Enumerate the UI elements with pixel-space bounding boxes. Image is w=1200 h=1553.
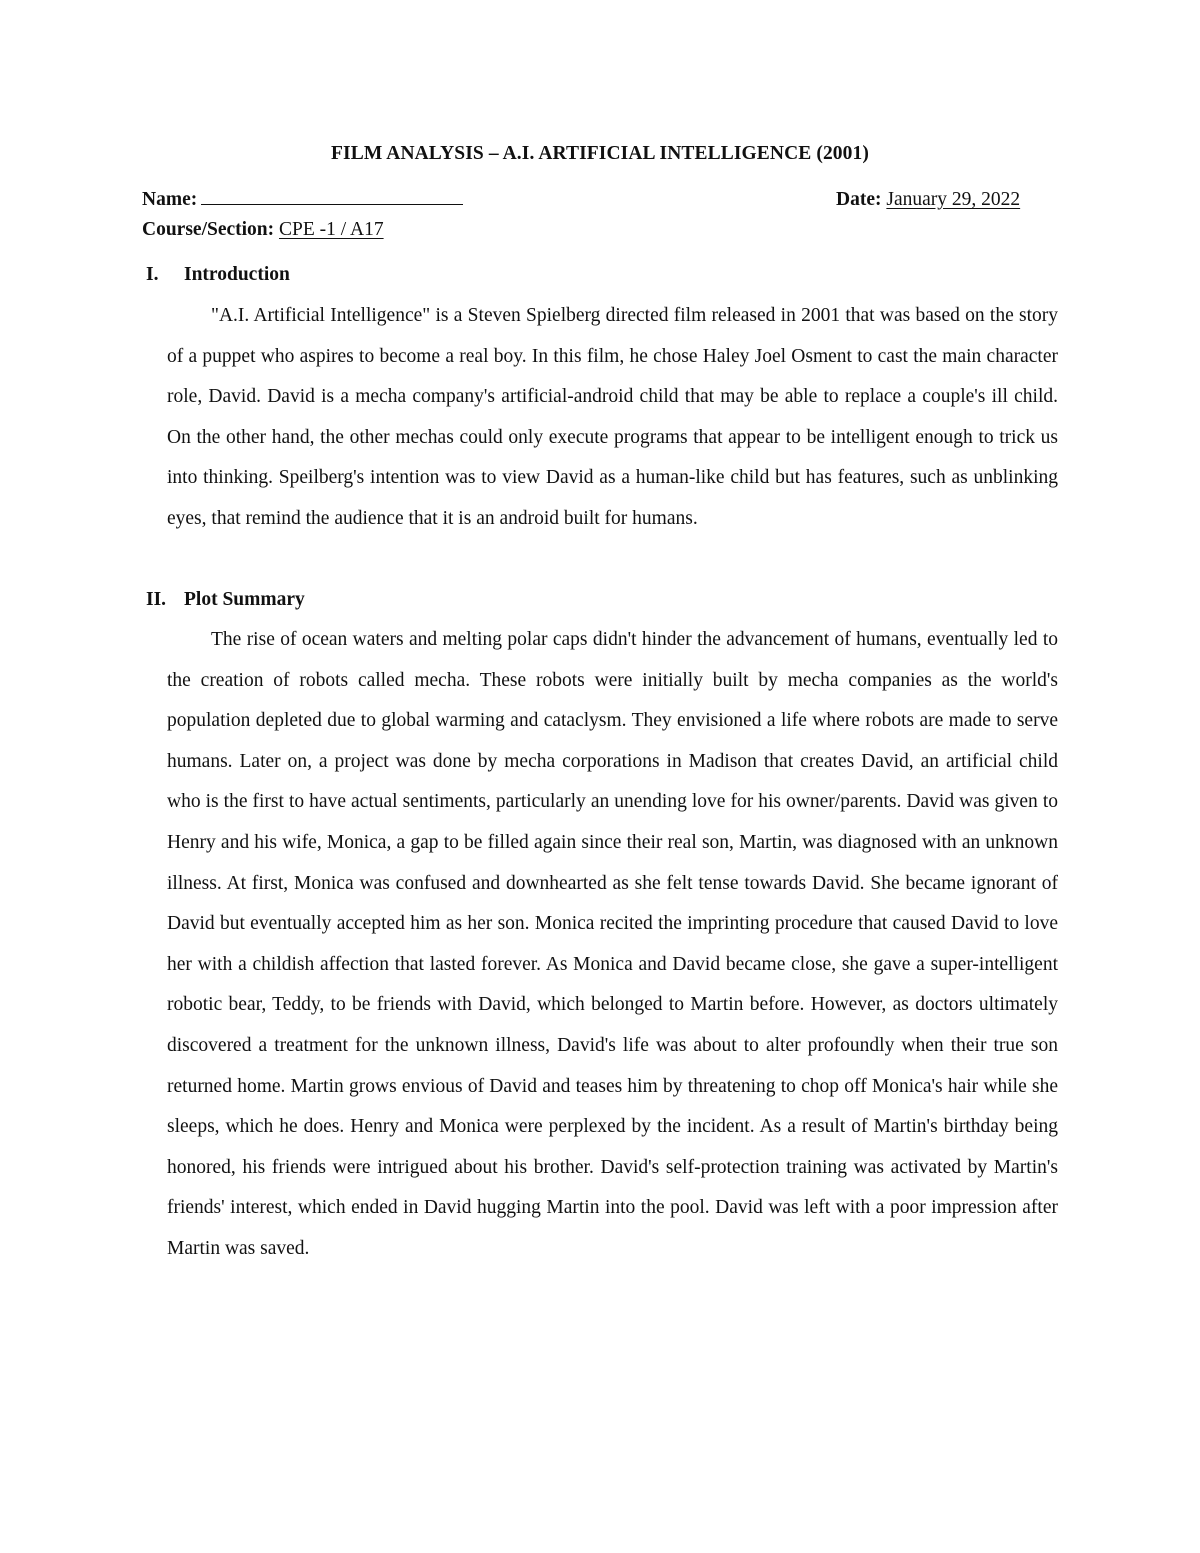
name-row — [142, 186, 463, 214]
section-heading-introduction — [146, 261, 290, 289]
name-blank — [201, 186, 463, 205]
date-value: January 29, 2022 — [886, 189, 1021, 210]
section-title: Introduction — [184, 264, 290, 285]
section-number: I. — [146, 264, 159, 285]
course-row — [142, 216, 384, 244]
name-label: Name: — [142, 189, 198, 210]
document-title: FILM ANALYSIS – A.I. ARTIFICIAL INTELLIGENCE (2001) — [331, 143, 869, 164]
section-number: II. — [146, 589, 167, 610]
course-label: Course/Section: — [142, 219, 275, 240]
date-row — [836, 186, 1020, 214]
section-heading-plot-summary — [146, 586, 305, 614]
introduction-paragraph: "A.I. Artificial Intelligence" is a Steven Spielberg directed film released in 2001 that was based on the story of a puppet who aspires to become a real boy. In this film, he chose Haley Joel Osment to cast the main character role, David. David is a mecha company's artificial-android child that may be able to replace a couple's ill child. On the other hand, the other mechas could only execute programs that appear to be intelligent enough to trick us into thinking. Speilberg's intention was to view David as a human-like child but has features, such as unblinking eyes, that remind the audience that it is an android built for humans. — [167, 305, 1058, 529]
date-label: Date: — [836, 189, 882, 210]
plot-summary-paragraph: The rise of ocean waters and melting polar caps didn't hinder the advancement of humans, eventually led to the creation of robots called mecha. These robots were initially built by mecha companies as the world's population depleted due to global warming and cataclysm. They envisioned a life where robots are made to serve humans. Later on, a project was done by mecha corporations in Madison that creates David, an artificial child who is the first to have actual sentiments, particularly an unending love for his owner/parents. David was given to Henry and his wife, Monica, a gap to be filled again since their real son, Martin, was diagnosed with an unknown illness. At first, Monica was confused and downhearted as she felt tense towards David. She became ignorant of David but eventually accepted him as her son. Monica recited the imprinting procedure that caused David to love her with a childish affection that lasted forever. As Monica and David became close, she gave a super-intelligent robotic bear, Teddy, to be friends with David, which belonged to Martin before. However, as doctors ultimately discovered a treatment for the unknown illness, David's life was about to alter profoundly when their true son returned home. Martin grows envious of David and teases him by threatening to chop off Monica's hair while she sleeps, which he does. Henry and Monica were perplexed by the incident. As a result of Martin's birthday being honored, his friends were intrigued about his brother. David's self-protection training was activated by Martin's friends' interest, which ended in David hugging Martin into the pool. David was left with a poor impression after Martin was saved. — [167, 629, 1058, 1259]
section-title: Plot Summary — [184, 589, 305, 610]
course-value: CPE -1 / A17 — [279, 219, 384, 240]
